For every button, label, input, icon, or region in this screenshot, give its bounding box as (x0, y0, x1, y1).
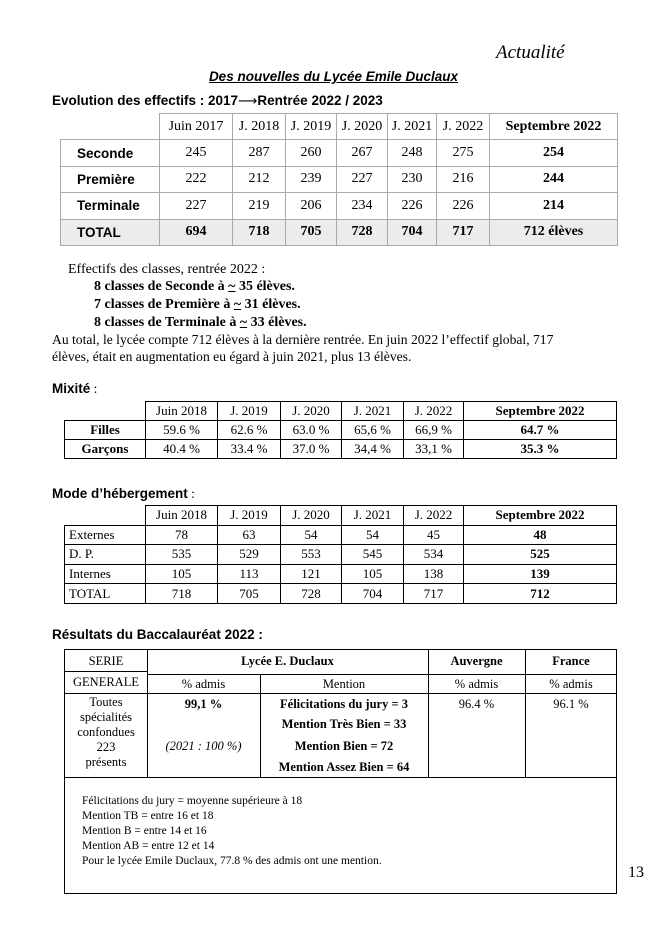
table-cell: 728 (281, 584, 342, 604)
table-cell: 45 (404, 525, 464, 545)
table-cell: 33.4 % (218, 440, 281, 459)
classes-line (94, 314, 307, 332)
classes-line-text: 8 classes de Seconde à (94, 279, 229, 294)
grid-line (147, 693, 617, 694)
arrow-icon: ⟶ (238, 93, 258, 108)
table-cell: 275 (437, 140, 490, 166)
classes-line-text: 35 élèves. (235, 279, 295, 294)
table-cell: 64.7 % (464, 421, 617, 440)
table-cell: 529 (218, 545, 281, 565)
column-header: J. 2020 (281, 506, 342, 526)
classes-intro: Effectifs des classes, rentrée 2022 : (68, 262, 266, 277)
effectifs-heading-text: Evolution des effectifs : 2017 (52, 93, 239, 108)
table-cell: 267 (337, 140, 388, 166)
note-line: Mention TB = entre 16 et 18 (82, 810, 214, 822)
heading-suffix: : (187, 486, 195, 501)
table-cell: 54 (281, 525, 342, 545)
note-line: Mention AB = entre 12 et 14 (82, 840, 215, 852)
table-row (65, 525, 617, 545)
effectifs-heading (52, 93, 383, 109)
table-cell: 48 (464, 525, 617, 545)
column-header: J. 2019 (286, 114, 337, 140)
table-cell: 704 (388, 219, 437, 245)
table-cell: 718 (233, 219, 286, 245)
classes-line (94, 296, 301, 314)
row-label: Terminale (61, 193, 160, 219)
grid-line (65, 777, 617, 778)
column-header: J. 2020 (281, 402, 342, 421)
corner-cell (61, 114, 160, 140)
table-cell: 214 (490, 193, 618, 219)
row-label: TOTAL (65, 584, 146, 604)
table-cell: 227 (160, 193, 233, 219)
table-header-row (61, 114, 618, 140)
table-cell: 712 élèves (490, 219, 618, 245)
row-label: Seconde (61, 140, 160, 166)
table-cell: 35.3 % (464, 440, 617, 459)
column-header: J. 2022 (437, 114, 490, 140)
column-header: J. 2019 (218, 402, 281, 421)
france-admis: 96.1 % (553, 697, 589, 711)
column-header: Septembre 2022 (490, 114, 618, 140)
classes-line-text: 31 élèves. (241, 297, 301, 312)
table-cell: 222 (160, 166, 233, 192)
table-row (61, 140, 618, 166)
approx-symbol: ~ (233, 297, 242, 312)
table-cell: 63.0 % (281, 421, 342, 440)
table-cell: 534 (404, 545, 464, 565)
column-header: Juin 2018 (146, 506, 218, 526)
approx-symbol: ~ (228, 279, 236, 294)
classes-line (94, 278, 295, 296)
column-header: Septembre 2022 (464, 402, 617, 421)
corner-cell (65, 506, 146, 526)
table-cell: 216 (437, 166, 490, 192)
table-cell: 717 (437, 219, 490, 245)
table-cell: 728 (337, 219, 388, 245)
france-header: France (552, 654, 590, 668)
summary-line: élèves, était en augmentation eu égard à juin 2021, plus 13 élèves. (52, 349, 412, 364)
table-cell: 63 (218, 525, 281, 545)
grid-line (428, 650, 429, 777)
table-row (65, 564, 617, 584)
table-cell: 545 (342, 545, 404, 565)
table-cell: 694 (160, 219, 233, 245)
table-cell: 65,6 % (342, 421, 404, 440)
note-line: Mention B = entre 14 et 16 (82, 825, 207, 837)
table-cell: 62.6 % (218, 421, 281, 440)
table-row (65, 440, 617, 459)
row-label: Externes (65, 525, 146, 545)
grid-line (525, 650, 526, 777)
page-title: Des nouvelles du Lycée Emile Duclaux (208, 69, 459, 84)
table-cell: 212 (233, 166, 286, 192)
mixite-heading-text: Mixité (52, 381, 91, 396)
toutes-specialites (65, 695, 147, 770)
table-header-row (65, 402, 617, 421)
table-cell: 227 (337, 166, 388, 192)
effectifs-table (60, 113, 618, 246)
table-cell: 260 (286, 140, 337, 166)
toutes-line: 223 (96, 740, 116, 754)
table-cell: 245 (160, 140, 233, 166)
table-cell: 553 (281, 545, 342, 565)
grid-line (147, 650, 148, 777)
hebergement-heading-text: Mode d’hébergement (52, 486, 188, 501)
mention-item: Mention Bien = 72 (294, 739, 394, 753)
grid-line (65, 671, 147, 672)
approx-symbol: ~ (239, 315, 248, 330)
column-header: J. 2022 (404, 402, 464, 421)
bac-heading: Résultats du Baccalauréat 2022 : (52, 627, 263, 642)
bac-notes (82, 794, 382, 869)
table-cell: 113 (218, 564, 281, 584)
table-cell: 705 (218, 584, 281, 604)
row-label: Filles (65, 421, 146, 440)
table-cell: 704 (342, 584, 404, 604)
column-header: J. 2019 (218, 506, 281, 526)
section-title: Actualité (496, 42, 565, 63)
admis-label: % admis (181, 677, 226, 691)
heading-suffix: : (90, 381, 98, 396)
table-cell: 40.4 % (146, 440, 218, 459)
table-row (61, 193, 618, 219)
toutes-line: Toutes (89, 695, 123, 709)
column-header: Septembre 2022 (464, 506, 617, 526)
row-label: Internes (65, 564, 146, 584)
row-label: Garçons (65, 440, 146, 459)
table-cell: 59.6 % (146, 421, 218, 440)
table-cell: 254 (490, 140, 618, 166)
page-number: 13 (628, 864, 644, 881)
summary-line: Au total, le lycée compte 712 élèves à la dernière rentrée. En juin 2022 l’effectif global, 717 (52, 332, 554, 347)
auvergne-header: Auvergne (450, 654, 503, 668)
table-cell: 138 (404, 564, 464, 584)
table-cell: 34,4 % (342, 440, 404, 459)
mention-label: Mention (322, 677, 366, 691)
hebergement-heading (52, 486, 195, 502)
table-row (65, 421, 617, 440)
toutes-line: présents (85, 755, 127, 769)
table-cell: 206 (286, 193, 337, 219)
table-total-row (61, 219, 618, 245)
mention-item: Mention Assez Bien = 64 (278, 760, 410, 774)
table-row (65, 545, 617, 565)
mention-item: Mention Très Bien = 33 (281, 717, 407, 731)
table-cell: 105 (146, 564, 218, 584)
hebergement-table (64, 505, 617, 604)
effectifs-heading-rest: Rentrée 2022 / 2023 (257, 93, 383, 108)
generale-label: GENERALE (73, 675, 139, 689)
table-cell: 239 (286, 166, 337, 192)
note-line: Pour le lycée Emile Duclaux, 77.8 % des admis ont une mention. (82, 855, 382, 867)
classes-line-text: 8 classes de Terminale à (94, 315, 240, 330)
column-header: Juin 2018 (146, 402, 218, 421)
table-cell: 244 (490, 166, 618, 192)
table-cell: 78 (146, 525, 218, 545)
mixite-heading (52, 381, 97, 397)
mixite-table (64, 401, 617, 459)
lycee-2021: (2021 : 100 %) (165, 739, 242, 753)
table-cell: 718 (146, 584, 218, 604)
table-cell: 712 (464, 584, 617, 604)
table-cell: 287 (233, 140, 286, 166)
table-cell: 33,1 % (404, 440, 464, 459)
table-cell: 234 (337, 193, 388, 219)
column-header: J. 2021 (342, 506, 404, 526)
table-cell: 230 (388, 166, 437, 192)
table-cell: 525 (464, 545, 617, 565)
table-total-row (65, 584, 617, 604)
table-header-row (65, 506, 617, 526)
table-cell: 219 (233, 193, 286, 219)
table-cell: 105 (342, 564, 404, 584)
corner-cell (65, 402, 146, 421)
admis-label: % admis (454, 677, 499, 691)
column-header: J. 2021 (342, 402, 404, 421)
grid-line (65, 693, 147, 694)
table-row (61, 166, 618, 192)
lycee-admis: 99,1 % (184, 697, 223, 711)
table-cell: 717 (404, 584, 464, 604)
table-cell: 248 (388, 140, 437, 166)
column-header: J. 2018 (233, 114, 286, 140)
table-cell: 66,9 % (404, 421, 464, 440)
column-header: J. 2021 (388, 114, 437, 140)
column-header: J. 2020 (337, 114, 388, 140)
column-header: J. 2022 (404, 506, 464, 526)
auvergne-admis: 96.4 % (458, 697, 495, 711)
classes-line-text: 33 élèves. (247, 315, 307, 330)
table-cell: 226 (437, 193, 490, 219)
row-label: D. P. (65, 545, 146, 565)
serie-label: SERIE (88, 654, 124, 668)
table-cell: 54 (342, 525, 404, 545)
row-label: TOTAL (61, 219, 160, 245)
column-header: Juin 2017 (160, 114, 233, 140)
toutes-line: spécialités (79, 710, 133, 724)
classes-line-text: 7 classes de Première à (94, 297, 234, 312)
grid-line (147, 674, 617, 675)
table-cell: 226 (388, 193, 437, 219)
toutes-line: confondues (77, 725, 135, 739)
admis-label: % admis (549, 677, 593, 691)
row-label: Première (61, 166, 160, 192)
lycee-header: Lycée E. Duclaux (241, 654, 334, 668)
table-cell: 705 (286, 219, 337, 245)
table-cell: 139 (464, 564, 617, 584)
table-cell: 121 (281, 564, 342, 584)
table-cell: 37.0 % (281, 440, 342, 459)
note-line: Félicitations du jury = moyenne supérieure à 18 (82, 795, 303, 807)
mention-item: Félicitations du jury = 3 (280, 697, 408, 711)
table-cell: 535 (146, 545, 218, 565)
